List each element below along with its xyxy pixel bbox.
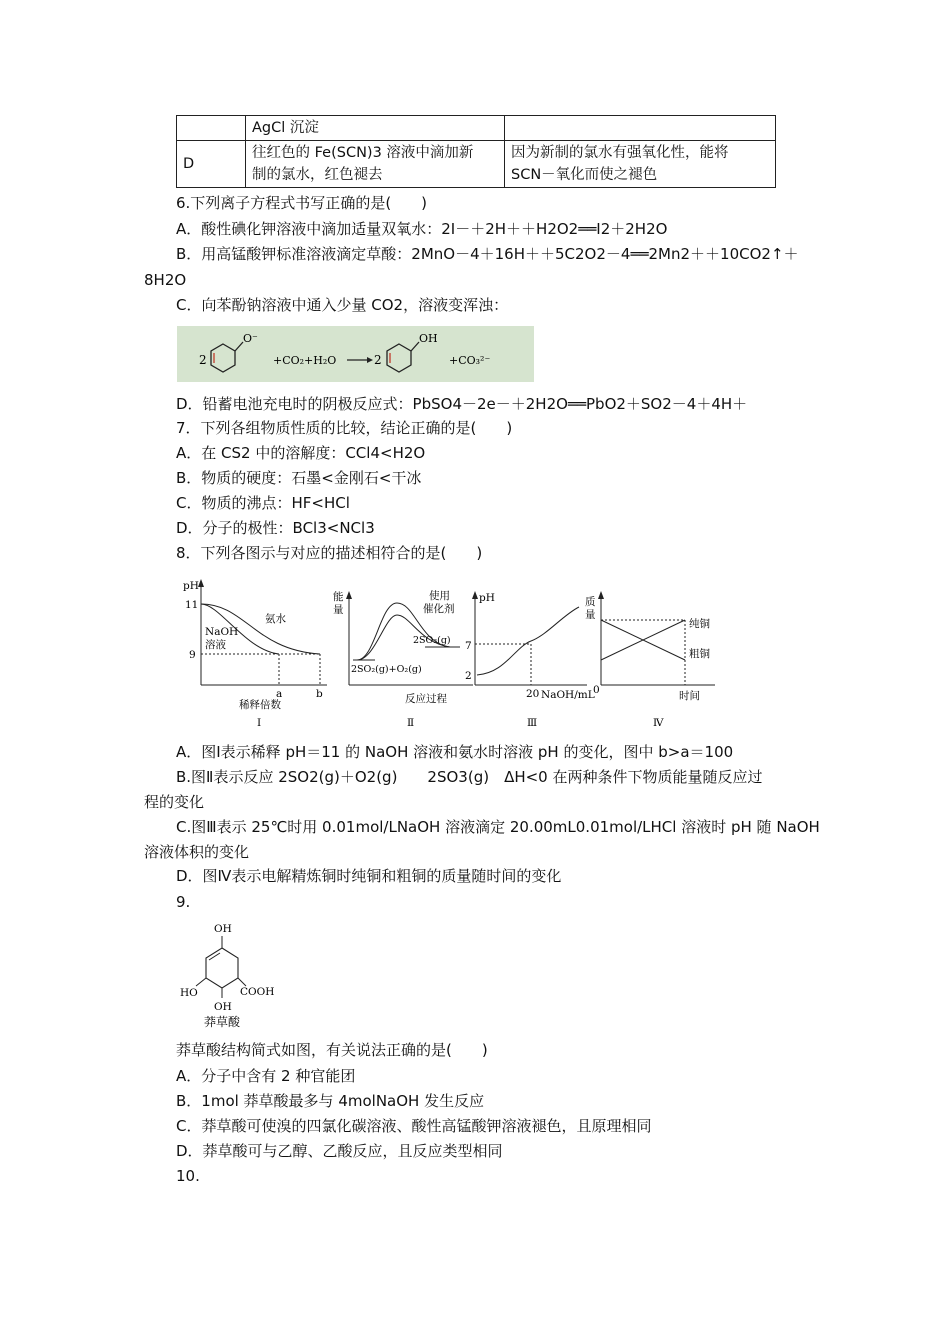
axis-arrow-icon bbox=[198, 579, 204, 587]
struct-name: 莽草酸 bbox=[204, 1015, 241, 1029]
reagents-label: +CO₂+H₂O bbox=[273, 354, 337, 367]
struct-oh-top: OH bbox=[214, 923, 232, 935]
fig4-line-pure: 纯铜 bbox=[689, 618, 710, 630]
fig1-curve-ammonia: 氨水 bbox=[265, 613, 286, 625]
fig1-ylabel: pH bbox=[183, 580, 199, 592]
q8-option-a: A．图Ⅰ表示稀释 pH＝11 的 NaOH 溶液和氨水时溶液 pH 的变化，图中 b>a＝100 bbox=[176, 743, 734, 761]
q9-stem: 莽草酸结构简式如图，有关说法正确的是( ) bbox=[176, 1041, 488, 1059]
q6-option-b-cont: 8H2O bbox=[144, 271, 187, 289]
table-cell bbox=[505, 141, 776, 188]
cyclohexene-ring-icon bbox=[206, 948, 238, 988]
table-cell bbox=[505, 116, 776, 141]
figure-4 bbox=[585, 591, 715, 729]
fig2-roman: Ⅱ bbox=[407, 717, 415, 729]
q8-option-d: D．图Ⅳ表示电解精炼铜时纯铜和粗铜的质量随时间的变化 bbox=[176, 867, 562, 885]
fig4-roman: Ⅳ bbox=[653, 717, 664, 729]
fig4-ylabel-1: 质 bbox=[585, 596, 596, 608]
q6-option-d: D．铅蓄电池充电时的阴极反应式：PbSO4－2e－＋2H2O══PbO2＋SO2－4＋4H＋ bbox=[176, 395, 748, 413]
double-bond-line bbox=[209, 953, 220, 960]
fig4-origin: 0 bbox=[593, 684, 600, 696]
q8-option-c-cont: 溶液体积的变化 bbox=[144, 843, 250, 861]
figure-3 bbox=[465, 591, 595, 729]
fig1-curve-naoh: NaOH bbox=[205, 626, 239, 638]
carbonate-label: +CO₃²⁻ bbox=[449, 354, 491, 367]
axis-arrow-icon bbox=[346, 591, 352, 599]
fig1-tick-11: 11 bbox=[185, 599, 199, 611]
q8-stem: 8．下列各图示与对应的描述相符合的是( ) bbox=[176, 544, 483, 562]
fig2-ylabel-1: 能 bbox=[333, 591, 344, 603]
fig4-ylabel-2: 量 bbox=[585, 609, 596, 621]
fig1-tick-9: 9 bbox=[189, 649, 196, 661]
cell-line: 往红色的 Fe(SCN)3 溶液中滴加新 bbox=[252, 145, 474, 161]
fig2-note-2: 催化剂 bbox=[423, 603, 455, 615]
q9-option-c: C．莽草酸可使溴的四氯化碳溶液、酸性高锰酸钾溶液褪色，且原理相同 bbox=[176, 1117, 652, 1135]
q8-option-b: B.图Ⅱ表示反应 2SO2(g)＋O2(g) 2SO3(g) ΔH<0 在两种条件下物质能量随反应过 bbox=[176, 768, 763, 786]
cell-line: 因为新制的氯水有强氧化性，能将 bbox=[511, 145, 729, 161]
fig3-xlabel: NaOH/mL bbox=[541, 689, 595, 701]
phenol-oh-label: OH bbox=[419, 332, 438, 345]
q7-option-a: A．在 CS2 中的溶解度：CCl4<H2O bbox=[176, 444, 426, 462]
fig3-tick-20: 20 bbox=[526, 688, 540, 700]
q9-option-a: A．分子中含有 2 种官能团 bbox=[176, 1067, 356, 1085]
coef-1: 2 bbox=[199, 353, 207, 367]
fig3-tick-7: 7 bbox=[465, 640, 472, 652]
q6-option-c: C．向苯酚钠溶液中通入少量 CO2，溶液变浑浊： bbox=[176, 296, 509, 314]
q7-option-d: D．分子的极性：BCl3<NCl3 bbox=[176, 519, 375, 537]
fig1-tick-b: b bbox=[316, 688, 323, 700]
q9-option-d: D．莽草酸可与乙醇、乙酸反应，且反应类型相同 bbox=[176, 1142, 503, 1160]
fig2-note-1: 使用 bbox=[429, 590, 450, 602]
q7-stem: 7．下列各组物质性质的比较，结论正确的是( ) bbox=[176, 419, 513, 437]
table-cell: D bbox=[177, 141, 246, 188]
fig3-ylabel: pH bbox=[479, 592, 495, 604]
bond-line bbox=[196, 978, 206, 986]
table-cell: AgCl 沉淀 bbox=[246, 116, 505, 141]
fig4-line-crude: 粗铜 bbox=[689, 648, 710, 660]
fig2-product: 2SO₃(g) bbox=[413, 635, 451, 646]
titration-curve bbox=[477, 607, 579, 675]
phenoxide-label: O⁻ bbox=[243, 332, 258, 345]
fig1-roman: Ⅰ bbox=[257, 717, 262, 729]
fig3-roman: Ⅲ bbox=[527, 717, 538, 729]
q7-option-b: B．物质的硬度：石墨<金刚石<干冰 bbox=[176, 469, 422, 487]
table-row bbox=[177, 116, 776, 141]
q9-option-b: B．1mol 莽草酸最多与 4molNaOH 发生反应 bbox=[176, 1092, 485, 1110]
axis-arrow-icon bbox=[472, 591, 478, 599]
q7-option-c: C．物质的沸点：HF<HCl bbox=[176, 494, 350, 512]
figure-2 bbox=[333, 589, 473, 729]
figure-1 bbox=[183, 579, 327, 729]
q6-stem: 6.下列离子方程式书写正确的是( ) bbox=[176, 194, 428, 212]
q10-number: 10. bbox=[176, 1167, 200, 1185]
bond-line bbox=[238, 978, 246, 986]
axis-arrow-icon bbox=[598, 591, 604, 599]
coef-2: 2 bbox=[374, 353, 382, 367]
shikimic-acid-structure bbox=[176, 918, 286, 1036]
q6-option-b: B．用高锰酸钾标准溶液滴定草酸：2MnO－4＋16H＋＋5C2O2－4══2Mn2＋＋10CO2↑＋ bbox=[176, 245, 799, 263]
q6-option-a: A．酸性碘化钾溶液中滴加适量双氧水：2I－＋2H＋＋H2O2══I2＋2H2O bbox=[176, 220, 668, 238]
q8-option-c: C.图Ⅲ表示 25℃时用 0.01mol/LNaOH 溶液滴定 20.00mL0.01mol/LHCl 溶液时 pH 随 NaOH bbox=[176, 818, 820, 836]
struct-cooh: COOH bbox=[240, 986, 275, 998]
fig2-xlabel: 反应过程 bbox=[405, 693, 447, 705]
fig1-curve-naoh-2: 溶液 bbox=[205, 639, 226, 651]
table-cell bbox=[177, 116, 246, 141]
cell-line: SCN－氧化而使之褪色 bbox=[511, 167, 658, 183]
table-cell bbox=[246, 141, 505, 188]
q9-number: 9. bbox=[176, 893, 191, 911]
q8-option-b-cont: 程的变化 bbox=[144, 793, 205, 811]
phenol-equation-figure bbox=[177, 326, 534, 382]
fig3-tick-2: 2 bbox=[465, 670, 472, 682]
fig1-xlabel: 稀释倍数 bbox=[239, 699, 281, 711]
fig2-ylabel-2: 量 bbox=[333, 604, 344, 616]
q8-figures bbox=[175, 575, 735, 735]
fig4-xlabel: 时间 bbox=[679, 690, 700, 702]
struct-oh-bottom: OH bbox=[214, 1001, 232, 1013]
table-row bbox=[177, 141, 776, 188]
cell-line: 制的氯水，红色褪去 bbox=[252, 167, 383, 183]
fig2-reactant: 2SO₂(g)+O₂(g) bbox=[351, 664, 422, 675]
comparison-table bbox=[176, 115, 776, 188]
fig1-tick-a: a bbox=[276, 688, 283, 700]
struct-ho-left: HO bbox=[180, 987, 198, 999]
